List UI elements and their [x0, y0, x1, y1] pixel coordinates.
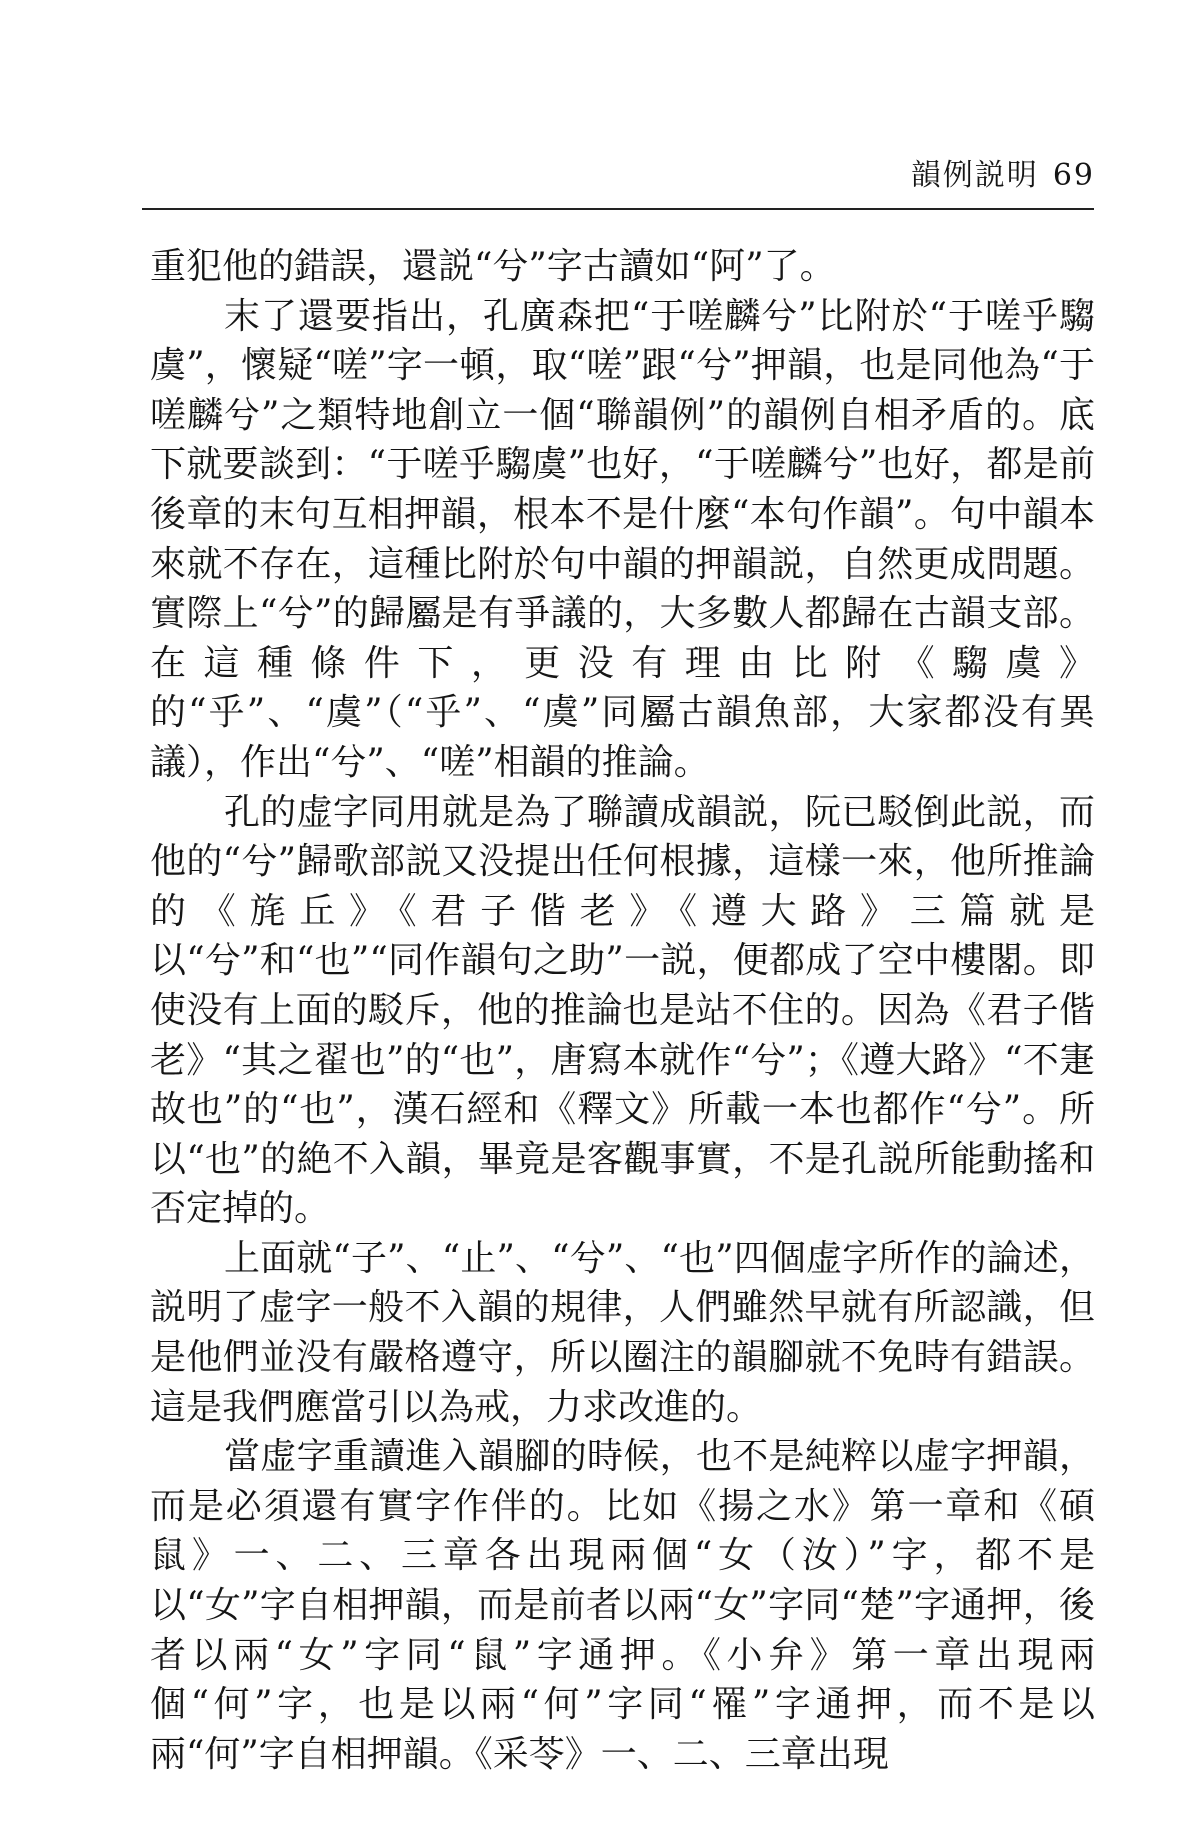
header-rule: [142, 208, 1094, 210]
paragraph: 孔的虚字同用就是為了聯讀成韻説，阮已駁倒此説，而他的“兮”歸歌部説又没提出任何根據，這樣一來，他所推論的《旄丘》《君子偕老》《遵大路》三篇就是以“兮”和“也”“同作韻句之助”一説，便都成了空中樓閣。即使没有上面的駁斥，他的推論也是站不住的。因為《君子偕老》“其之翟也”的“也”，唐寫本就作“兮”；《遵大路》“不寁故也”的“也”，漢石經和《釋文》所載一本也都作“兮”。所以“也”的絶不入韻，畢竟是客觀事實，不是孔説所能動搖和否定掉的。: [150, 791, 1095, 1230]
paragraph-continued: 重犯他的錯誤，還説“兮”字古讀如“阿”了。: [150, 246, 836, 287]
running-head-title: 韻例説明: [910, 158, 1039, 193]
body-text: [150, 242, 1095, 1779]
running-head: [140, 150, 1095, 204]
paragraph: 末了還要指出，孔廣森把“于嗟麟兮”比附於“于嗟乎騶虞”，懷疑“嗟”字一頓，取“嗟”跟“兮”押韻，也是同他為“于嗟麟兮”之類特地創立一個“聯韻例”的韻例自相矛盾的。底下就要談到：“于嗟乎騶虞”也好，“于嗟麟兮”也好，都是前後章的末句互相押韻，根本不是什麼“本句作韻”。句中韻本來就不存在，這種比附於句中韻的押韻説，自然更成問題。實際上“兮”的歸屬是有爭議的，大多數人都歸在古韻支部。在這種條件下，更没有理由比附《騶虞》的“乎”、“虞”（“乎”、“虞”同屬古韻魚部，大家都没有異議），作出“兮”、“嗟”相韻的推論。: [150, 295, 1095, 783]
paragraph: 當虚字重讀進入韻腳的時候，也不是純粹以虚字押韻，而是必須還有實字作伴的。比如《揚之水》第一章和《碩鼠》一、二、三章各出現兩個“女（汝）”字，都不是以“女”字自相押韻，而是前者以兩“女”字同“楚”字通押，後者以兩“女”字同“鼠”字通押。《小弁》第一章出現兩個“何”字，也是以兩“何”字同“罹”字通押，而不是以兩“何”字自相押韻。《采苓》一、二、三章出現: [150, 1436, 1095, 1775]
paragraph: 上面就“子”、“止”、“兮”、“也”四個虚字所作的論述，説明了虚字一般不入韻的規律，人們雖然早就有所認識，但是他們並没有嚴格遵守，所以圈注的韻腳就不免時有錯誤。這是我們應當引以為戒，力求改進的。: [150, 1237, 1095, 1428]
page-number: 69: [1052, 158, 1095, 193]
